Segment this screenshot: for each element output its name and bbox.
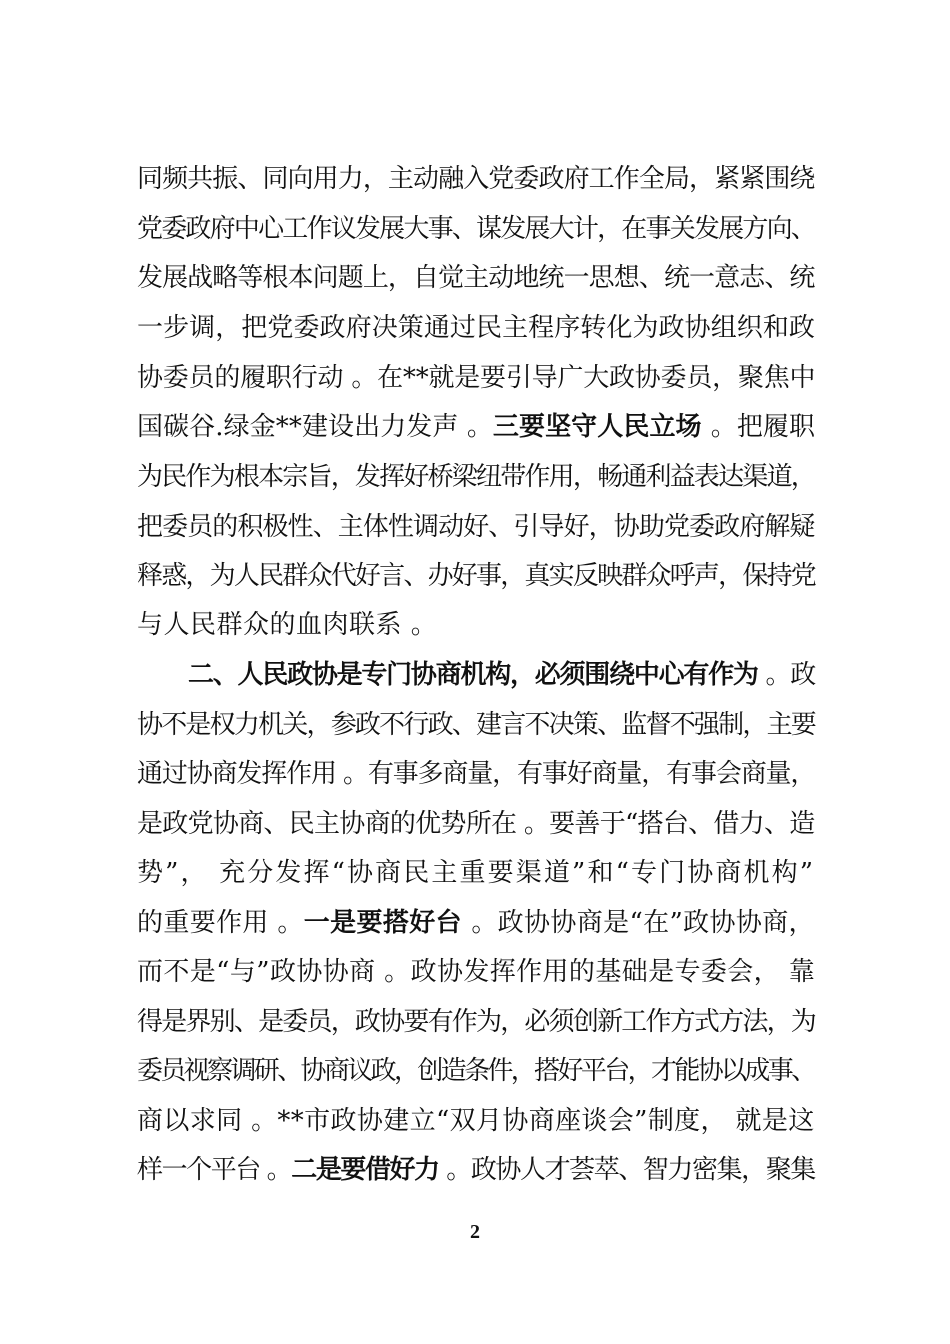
text-line <box>188 660 815 690</box>
text-line <box>137 363 815 393</box>
text-line <box>137 313 815 343</box>
page-number: 2 <box>470 1221 480 1243</box>
text-run: 势”， 充分发挥“协商民主重要渠道”和“专门协商机构” <box>137 858 816 888</box>
text-run: 是政党协商、民主协商的优势所在 。要善于“搭台、借力、造 <box>137 809 815 839</box>
text-run: 样一个平台 。 <box>137 1155 292 1185</box>
text-line <box>137 957 815 987</box>
text-line <box>137 561 815 591</box>
text-line <box>137 710 815 740</box>
bold-phrase: 二、人民政协是专门协商机构，必须围绕中心有作为 <box>188 660 766 690</box>
text-run: 而不是“与”政协协商 。政协发挥作用的基础是专委会， 靠 <box>137 957 816 987</box>
text-run: 得是界别、是委员，政协要有作为，必须创新工作方式方法，为 <box>137 1007 816 1037</box>
text-line <box>137 908 815 938</box>
text-run: 商以求同 。**市政协建立“双月协商座谈会”制度， 就是这 <box>137 1106 815 1136</box>
text-run: 协委员的履职行动 。在**就是要引导广大政协委员，聚焦中 <box>137 363 816 393</box>
text-run: 协不是权力机关，参政不行政、建言不决策、监督不强制，主要 <box>137 710 816 740</box>
text-run: 发展战略等根本问题上，自觉主动地统一思想、统一意志、统 <box>137 263 815 293</box>
text-run: 释惑，为人民群众代好言、办好事，真实反映群众呼声，保持党 <box>137 561 816 591</box>
text-line <box>137 809 815 839</box>
text-line <box>137 759 815 789</box>
text-run: 把委员的积极性、主体性调动好、引导好，协助党委政府解疑 <box>137 512 815 542</box>
text-run: 委员视察调研、协商议政，创造条件，搭好平台，才能协以成事、 <box>137 1056 815 1086</box>
text-line <box>137 1056 815 1086</box>
bold-phrase: 二是要借好力 <box>291 1155 447 1185</box>
text-line <box>137 1155 815 1185</box>
text-line <box>137 412 815 442</box>
text-run: 通过协商发挥作用 。有事多商量，有事好商量，有事会商量， <box>137 759 816 789</box>
text-line <box>137 214 815 244</box>
text-run: 的重要作用 。 <box>137 908 304 938</box>
text-line <box>137 1106 815 1136</box>
text-run: 。政 <box>765 660 816 690</box>
text-line <box>137 610 437 640</box>
text-line <box>137 1007 815 1037</box>
text-run: 为民作为根本宗旨，发挥好桥梁纽带作用，畅通利益表达渠道， <box>137 462 816 492</box>
bold-phrase: 三要坚守人民立场 <box>492 412 711 442</box>
text-line <box>137 858 815 888</box>
text-run: 。政协协商是“在”政协协商， <box>471 908 815 938</box>
text-line <box>137 462 815 492</box>
text-line <box>137 263 815 293</box>
text-run: 与人民群众的血肉联系 。 <box>137 610 438 640</box>
text-run: 。把履职 <box>710 412 816 442</box>
text-run: 国碳谷.绿金**建设出力发声 。 <box>137 412 493 442</box>
text-line <box>137 164 815 194</box>
text-run: 一步调，把党委政府决策通过民主程序转化为政协组织和政 <box>137 313 816 343</box>
text-line <box>137 512 815 542</box>
text-run: 同频共振、同向用力，主动融入党委政府工作全局，紧紧围绕 <box>137 164 815 194</box>
text-run: 。政协人才荟萃、智力密集，聚集 <box>446 1155 815 1185</box>
text-run: 党委政府中心工作议发展大事、谋发展大计，在事关发展方向、 <box>137 214 816 244</box>
bold-phrase: 一是要搭好台 <box>303 908 472 938</box>
